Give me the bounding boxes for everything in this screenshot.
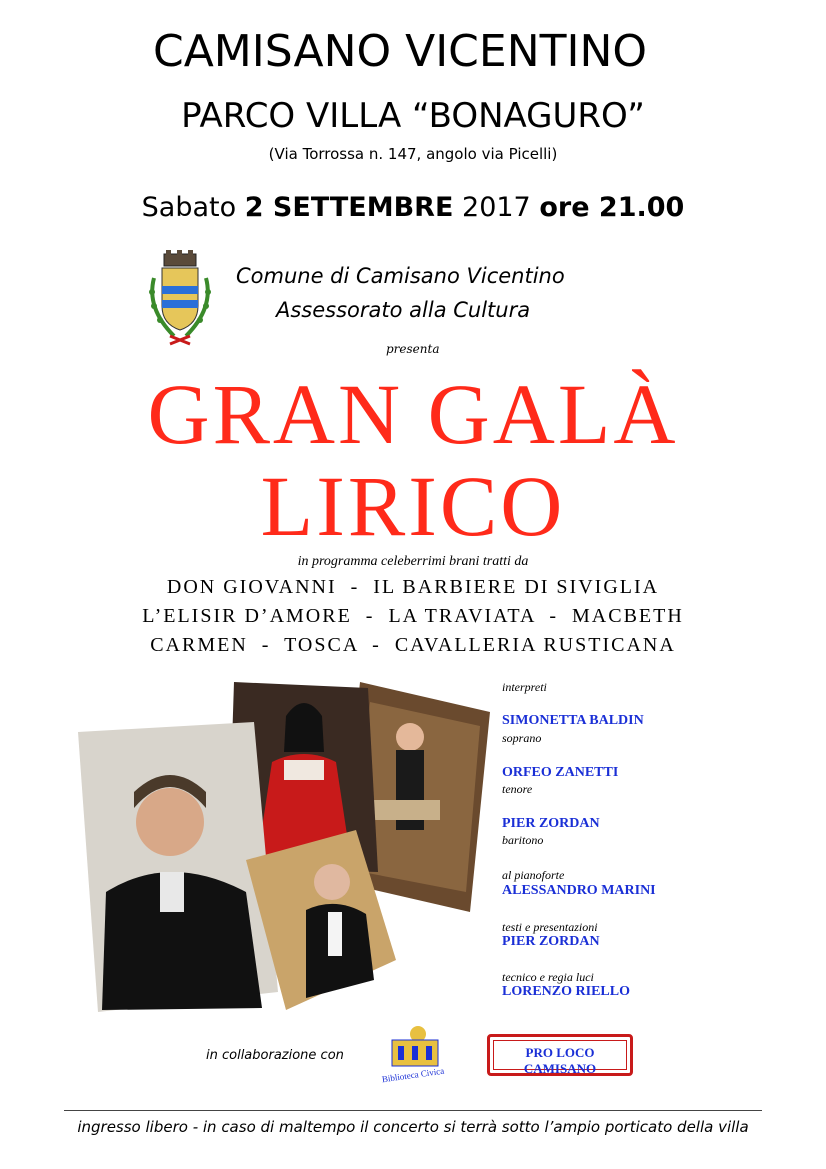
presents-label: presenta (386, 342, 440, 356)
collaboration-label: in collaborazione con (206, 1048, 344, 1063)
pro-loco-logo-text: PRO LOCO CAMISANO (523, 1045, 597, 1076)
performer-photo-pianist (246, 830, 396, 1010)
credit-role: tecnico e regia luci (502, 970, 594, 984)
footer-divider (64, 1110, 762, 1111)
performer-role: tenore (502, 782, 533, 796)
town-title: CAMISANO VICENTINO (152, 26, 648, 77)
credit-name: LORENZO RIELLO (502, 984, 630, 999)
cast-heading: interpreti (502, 680, 547, 694)
credit-role: testi e presentazioni (502, 920, 598, 934)
program-line: DON GIOVANNI - IL BARBIERE DI SIVIGLIA (166, 576, 660, 598)
pro-loco-logo (487, 1034, 633, 1076)
biblioteca-logo (378, 1024, 448, 1088)
date-prefix: Sabato (141, 192, 237, 223)
performer-name: PIER ZORDAN (502, 816, 600, 831)
performer-name: SIMONETTA BALDIN (502, 713, 644, 728)
program-line: L’ELISIR D’AMORE - LA TRAVIATA - MACBETH (142, 605, 684, 627)
footer-note: ingresso libero - in caso di maltempo il concerto si terrà sotto l’ampio porticato della villa (77, 1118, 749, 1136)
venue-title: PARCO VILLA “BONAGURO” (181, 96, 645, 136)
venue-address: (Via Torrossa n. 147, angolo via Picelli) (268, 145, 558, 163)
event-date (0, 192, 826, 223)
gala-title-line2: LIRICO (260, 458, 566, 554)
date-year: 2017 (462, 192, 531, 223)
biblioteca-logo-text: Biblioteca Civica (381, 1065, 445, 1085)
credit-role: al pianoforte (502, 868, 565, 882)
date-time: ore 21.00 (539, 192, 685, 223)
program-intro: in programma celeberrimi brani tratti da (297, 554, 529, 569)
coat-of-arms-icon (140, 248, 220, 348)
credit-name: PIER ZORDAN (502, 934, 600, 949)
photo-collage (78, 682, 498, 1012)
performer-role: baritono (502, 833, 544, 847)
performer-role: soprano (502, 731, 542, 745)
date-day: 2 SETTEMBRE (244, 192, 454, 223)
organizer-assessorato: Assessorato alla Cultura (276, 298, 531, 322)
organizer-comune: Comune di Camisano Vicentino (236, 264, 565, 288)
gala-title-line1: GRAN GALÀ (147, 366, 679, 462)
program-line: CARMEN - TOSCA - CAVALLERIA RUSTICANA (150, 634, 676, 656)
performer-name: ORFEO ZANETTI (502, 765, 619, 780)
credit-name: ALESSANDRO MARINI (502, 883, 656, 898)
